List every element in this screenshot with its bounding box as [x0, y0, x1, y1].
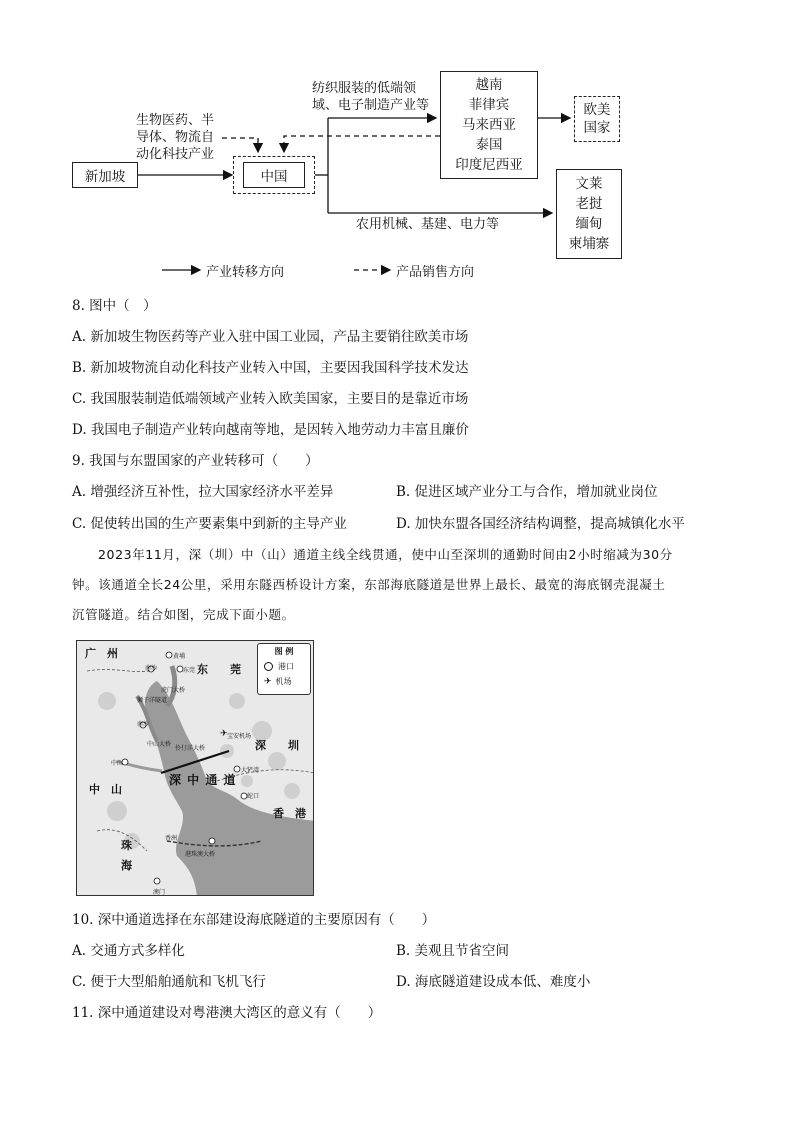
west-line-2: 国家	[583, 120, 611, 136]
q9-option-b[interactable]: B. 促进区域产业分工与合作，增加就业岗位	[396, 484, 658, 500]
industry-transfer-diagram	[0, 60, 794, 290]
legend-sales: 产品销售方向	[396, 265, 475, 280]
q9-option-a[interactable]: A. 增强经济互补性，拉大国家经济水平差异	[72, 484, 334, 500]
map-small-hzm-bridge: 港珠澳大桥	[185, 851, 216, 858]
map-legend-airport: 机场	[275, 677, 292, 686]
airplane-icon: ✈	[264, 676, 272, 687]
q8-option-c[interactable]: C. 我国服装制造低端领域产业转入欧美国家，主要目的是靠近市场	[72, 391, 469, 407]
map-label-zhuhai-2: 海	[121, 859, 132, 872]
label-china: 中国	[260, 169, 288, 185]
q10-option-a[interactable]: A. 交通方式多样化	[72, 943, 185, 959]
map-legend-port: 港口	[278, 662, 294, 671]
passage-line-2: 钟。该通道全长24公里，采用东隧西桥设计方案，东部海底隧道是世界上最长、最宽的海底钢壳混凝土	[72, 577, 666, 592]
map-small-zhongshan-bridge: 中山大桥	[147, 741, 172, 748]
map-label-guangzhou: 广 州	[85, 647, 118, 660]
dashed-label-china	[222, 138, 258, 152]
country-cambodia: 柬埔寨	[568, 236, 610, 252]
map-label-zhuhai: 珠	[121, 839, 132, 852]
label-textile	[312, 80, 429, 114]
map-small-nansha-2: 南沙	[137, 721, 150, 728]
q10-option-c[interactable]: C. 便于大型船舶通航和飞机飞行	[72, 974, 266, 990]
box-other-countries	[556, 169, 622, 259]
label-singapore: 新加坡	[84, 169, 126, 185]
q8-option-a[interactable]: A. 新加坡生物医药等产业入驻中国工业园，产品主要销往欧美市场	[72, 329, 469, 345]
q10-option-b[interactable]: B. 美观且节省空间	[396, 943, 510, 959]
box-sea-countries	[440, 71, 538, 179]
map-small-macao: 澳门	[153, 889, 166, 896]
country-philippines: 菲律宾	[468, 97, 510, 113]
map-label-dongguan: 东 莞	[197, 663, 241, 676]
map-small-baoan-airport: 宝安机场	[227, 733, 252, 740]
label-si-line-1: 生物医药、半	[136, 113, 215, 128]
q11-stem: 11. 深中通道建设对粤港澳大湾区的意义有（ ）	[72, 1005, 382, 1021]
map-small-nansha-1: 南沙	[145, 665, 158, 672]
label-si-line-2: 导体、物流自	[136, 130, 215, 145]
map-small-dachan-bay: 大铲湾	[241, 767, 260, 774]
map-small-humen-bridge: 虎门大桥	[161, 687, 186, 694]
q10-stem: 10. 深中通道选择在东部建设海底隧道的主要原因有（ ）	[72, 912, 436, 928]
passage-line-1: 2023年11月，深（圳）中（山）通道主线全线贯通，使中山至深圳的通勤时间由2小时缩减为30分	[98, 547, 673, 562]
country-laos: 老挝	[575, 196, 603, 212]
map-small-lingdingyang-bridge: 伶仃洋大桥	[175, 745, 206, 752]
map-small-xiangzhou: 香洲	[165, 835, 178, 842]
box-china	[243, 162, 305, 188]
passage-line-3: 沉管隧道。结合如图，完成下面小题。	[72, 607, 295, 622]
q8-option-d[interactable]: D. 我国电子制造产业转向越南等地，是因转入地劳动力丰富且廉价	[72, 422, 469, 438]
country-vietnam: 越南	[475, 77, 503, 93]
map-small-shiziyang-tunnel: 狮子洋隧道	[137, 697, 168, 704]
country-brunei: 文莱	[575, 176, 603, 192]
map-small-shekou: 蛇口	[247, 793, 260, 800]
port-icon	[264, 662, 273, 671]
country-thailand: 泰国	[475, 137, 503, 153]
q9-option-d[interactable]: D. 加快东盟各国经济结构调整，提高城镇化水平	[396, 516, 685, 532]
label-singapore-industry	[136, 112, 214, 163]
q8-option-b[interactable]: B. 新加坡物流自动化科技产业转入中国，主要因我国科学技术发达	[72, 360, 469, 376]
legend-transfer: 产业转移方向	[206, 265, 285, 280]
map-small-huangpu: 黄埔	[173, 653, 186, 660]
west-line-1: 欧美	[583, 102, 611, 118]
q8-stem: 8. 图中（ ）	[72, 298, 157, 314]
country-myanmar: 缅甸	[575, 216, 603, 232]
map-label-shenzhong: 深 中 通 道	[169, 773, 237, 787]
label-textile-line-1: 纺织服装的低端领	[312, 81, 417, 96]
map-legend	[257, 643, 311, 695]
dashed-sea-china	[284, 136, 440, 152]
q9-option-c[interactable]: C. 促使转出国的生产要素集中到新的主导产业	[72, 516, 347, 532]
map-label-zhongshan: 中 山	[89, 783, 122, 796]
map-label-hongkong: 香 港	[273, 807, 306, 820]
map-small-dongguan: 东莞	[183, 667, 196, 674]
country-indonesia: 印度尼西亚	[455, 157, 523, 173]
box-singapore	[72, 162, 138, 188]
passage	[72, 540, 722, 630]
map-small-zhongshan: 中山	[111, 760, 124, 767]
map-legend-title: 图 例	[274, 647, 294, 656]
label-si-line-3: 动化科技产业	[136, 147, 215, 162]
country-malaysia: 马来西亚	[462, 117, 516, 133]
label-textile-line-2: 域、电子制造产业等	[312, 98, 430, 113]
box-china-outer	[233, 156, 315, 194]
q9-stem: 9. 我国与东盟国家的产业转移可（ ）	[72, 453, 319, 469]
svg-text:✈: ✈	[220, 729, 228, 739]
label-machinery: 农用机械、基建、电力等	[356, 217, 500, 232]
q10-option-d[interactable]: D. 海底隧道建设成本低、难度小	[396, 974, 591, 990]
map-label-shenzhen: 深 圳	[255, 739, 299, 752]
pearl-river-delta-map	[76, 640, 314, 896]
box-west	[574, 96, 620, 142]
